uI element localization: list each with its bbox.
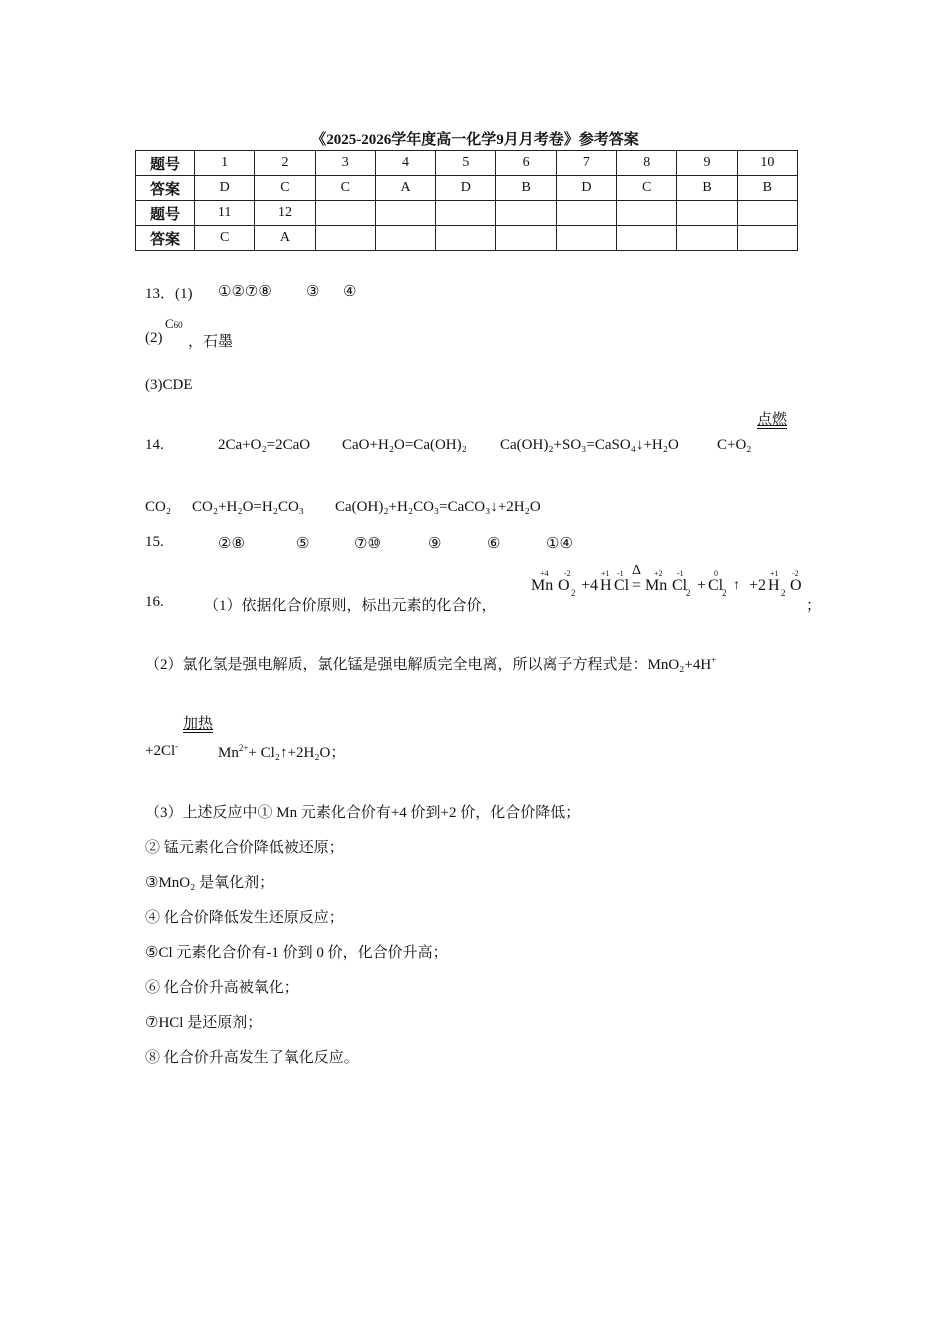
table-cell: C — [255, 176, 315, 201]
eq-end: ； — [806, 598, 822, 614]
table-cell — [436, 226, 496, 251]
valence-mark: +1 — [601, 569, 610, 578]
table-cell: B — [737, 176, 797, 201]
table-row — [136, 176, 798, 201]
q13-answer-c: ④ — [343, 284, 357, 300]
table-row — [136, 201, 798, 226]
table-cell — [617, 226, 677, 251]
table-cell: 1 — [195, 151, 255, 176]
q15-answer: ⑨ — [428, 536, 442, 552]
table-cell: 5 — [436, 151, 496, 176]
page-title: 《2025-2026学年度高一化学9月月考卷》参考答案 — [311, 132, 639, 148]
eq-sign: = — [632, 577, 642, 594]
q16-part2: （2）氯化氢是强电解质，氯化锰是强电解质完全电离，所以离子方程式是：MnO₂+4H+ — [145, 655, 717, 673]
table-row — [136, 151, 798, 176]
eq-sub: 2 — [722, 588, 727, 598]
valence-mark: +1 — [770, 569, 779, 578]
table-cell — [737, 201, 797, 226]
table-cell: 6 — [496, 151, 556, 176]
table-cell — [496, 201, 556, 226]
eq-sub: 2 — [571, 588, 576, 598]
q16-part3-line: ⑥ 化合价升高被氧化； — [145, 980, 299, 996]
table-cell: C — [617, 176, 677, 201]
eq-sub: 2 — [781, 588, 786, 598]
answer-table — [135, 150, 798, 251]
valence-mark: +2 — [654, 569, 663, 578]
table-header-cell: 答案 — [136, 176, 195, 201]
q16-part2-left: +2Cl- — [145, 741, 179, 759]
q13-part2-label: (2) — [145, 330, 163, 346]
table-cell: D — [556, 176, 616, 201]
eq-sub: 2 — [686, 588, 691, 598]
q14-eq3: Ca(OH)₂+SO₃=CaSO₄↓+H₂O — [500, 437, 679, 453]
table-cell: D — [436, 176, 496, 201]
eq-h: H — [600, 577, 612, 594]
q16-part3-line: ⑦HCl 是还原剂； — [145, 1015, 263, 1031]
table-cell — [375, 226, 435, 251]
q14-label: 14. — [145, 437, 164, 453]
table-cell — [556, 201, 616, 226]
eq-mn: Mn — [645, 577, 668, 594]
q13-c60-formula: C60 — [165, 316, 183, 331]
eq-o: O — [558, 577, 570, 594]
valence-mark: +4 — [540, 569, 549, 578]
q16-part3-line: （3）上述反应中① Mn 元素化合价有+4 价到+2 价，化合价降低； — [145, 805, 581, 821]
q14-eq4-left: C+O₂ — [717, 437, 752, 453]
table-cell: 11 — [195, 201, 255, 226]
valence-mark: -1 — [617, 569, 624, 578]
eq-cl: Cl — [614, 577, 630, 594]
q16-part1: （1）依据化合价原则，标出元素的化合价， — [204, 598, 497, 614]
eq-o: O — [790, 577, 802, 594]
table-cell — [677, 226, 737, 251]
table-cell — [617, 201, 677, 226]
q14-eq1: 2Ca+O₂=2CaO — [218, 437, 311, 453]
table-cell — [737, 226, 797, 251]
q16-part3-line: ⑧ 化合价升高发生了氧化反应。 — [145, 1050, 359, 1066]
table-cell: C — [195, 226, 255, 251]
delta-sign: Δ — [632, 563, 642, 578]
table-cell: C — [315, 176, 375, 201]
table-cell: D — [195, 176, 255, 201]
q16-condition: 加热 — [183, 716, 214, 732]
table-cell — [436, 201, 496, 226]
q13-answer-b: ③ — [306, 284, 320, 300]
table-cell: 9 — [677, 151, 737, 176]
valence-mark: -1 — [677, 569, 684, 578]
q15-answer: ⑦⑩ — [354, 536, 381, 552]
q14-eq5: CO₂+H₂O=H₂CO₃ — [192, 499, 305, 515]
table-cell: 8 — [617, 151, 677, 176]
table-cell — [677, 201, 737, 226]
q14-eq2: CaO+H₂O=Ca(OH)₂ — [342, 437, 467, 453]
table-cell — [375, 201, 435, 226]
table-cell: B — [677, 176, 737, 201]
table-cell: 4 — [375, 151, 435, 176]
eq-cl: Cl — [672, 577, 688, 594]
q16-part3-line: ② 锰元素化合价降低被还原； — [145, 840, 344, 856]
q14-condition: 点燃 — [757, 412, 788, 428]
q15-answer: ①④ — [546, 536, 573, 552]
q13-part3: (3)CDE — [145, 377, 193, 393]
table-cell — [496, 226, 556, 251]
q13-label: 13．(1) — [145, 286, 193, 302]
table-cell — [556, 226, 616, 251]
q14-eq6: Ca(OH)₂+H₂CO₃=CaCO₃↓+2H₂O — [335, 499, 541, 515]
eq-coef: +4 — [581, 577, 599, 594]
gas-arrow: ↑ — [733, 578, 740, 593]
eq-cl: Cl — [708, 577, 724, 594]
q14-eq4-right: CO₂ — [145, 499, 172, 515]
table-cell — [315, 226, 375, 251]
valence-mark: -2 — [564, 569, 571, 578]
table-cell — [315, 201, 375, 226]
q15-answer: ⑤ — [296, 536, 310, 552]
q16-part2-right: $Mn^{2+}+$ Cl₂↑+2H₂O； — [218, 743, 346, 761]
table-cell: 3 — [315, 151, 375, 176]
q16-part3-line: ③MnO₂ 是氧化剂； — [145, 875, 275, 891]
q16-part3-line: ⑤Cl 元素化合价有-1 价到 0 价，化合价升高； — [145, 945, 448, 961]
q13-part2-rest: ，石墨 — [188, 334, 234, 350]
q16-label: 16. — [145, 594, 164, 610]
eq-mn: Mn — [531, 577, 554, 594]
table-cell: 2 — [255, 151, 315, 176]
q15-label: 15. — [145, 534, 164, 550]
q16-part3-line: ④ 化合价降低发生还原反应； — [145, 910, 344, 926]
eq-h: H — [768, 577, 780, 594]
table-cell: 10 — [737, 151, 797, 176]
table-cell: A — [255, 226, 315, 251]
table-cell: 12 — [255, 201, 315, 226]
valence-mark: -2 — [792, 569, 799, 578]
table-cell: B — [496, 176, 556, 201]
valence-mark: 0 — [714, 569, 718, 578]
table-header-cell: 答案 — [136, 226, 195, 251]
eq-coef: +2 — [749, 577, 767, 594]
table-header-cell: 题号 — [136, 151, 195, 176]
q13-answer-a: ①②⑦⑧ — [218, 284, 272, 300]
table-row — [136, 226, 798, 251]
table-cell: A — [375, 176, 435, 201]
table-header-cell: 题号 — [136, 201, 195, 226]
eq-plus: + — [697, 577, 707, 594]
q15-answer: ⑥ — [487, 536, 501, 552]
q15-answer: ②⑧ — [218, 536, 245, 552]
table-cell: 7 — [556, 151, 616, 176]
